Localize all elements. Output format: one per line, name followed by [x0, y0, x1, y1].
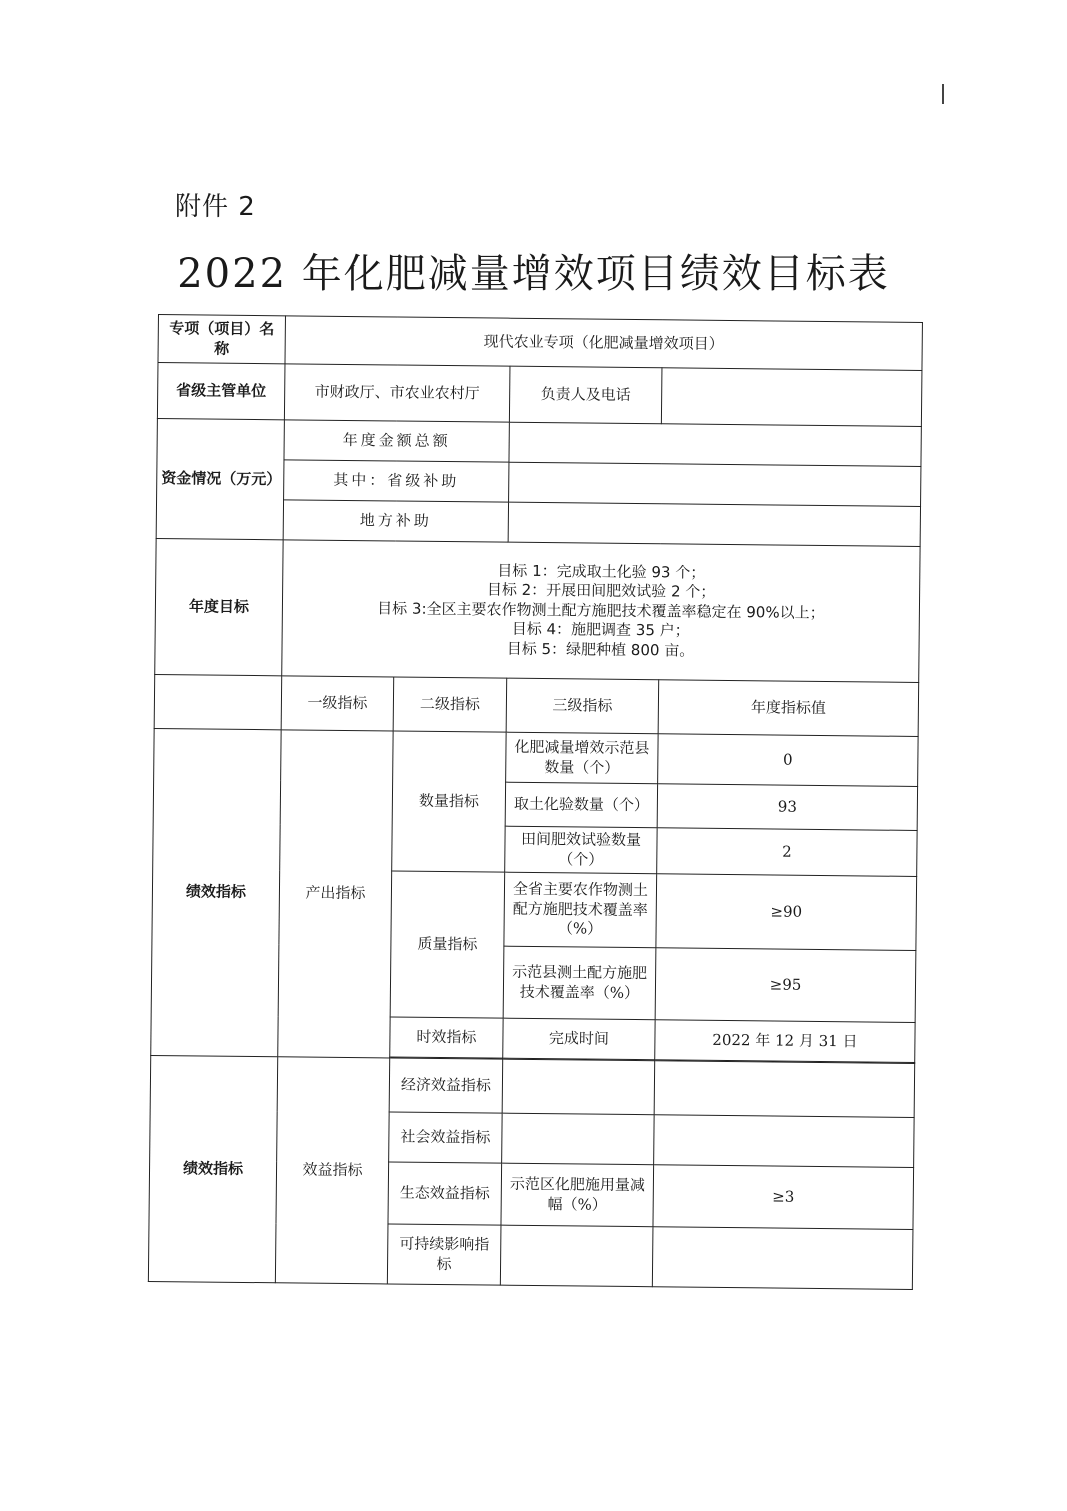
contact-value: [661, 368, 922, 427]
project-row: [158, 315, 922, 371]
department-value: 市财政厅、市农业农村厅: [284, 364, 510, 422]
indicator-value: [654, 1061, 915, 1118]
funds-row-value: [508, 502, 920, 546]
level1-benefit: 效益指标: [275, 1057, 389, 1284]
annual-goals-row: [155, 538, 920, 682]
level2-indicator: 经济效益指标: [389, 1058, 503, 1113]
funds-row-value: [509, 462, 921, 506]
annual-goals-list: [282, 540, 920, 683]
scan-edge-mark: [942, 84, 944, 104]
level1-output: 产出指标: [278, 730, 393, 1058]
indicator-name: [502, 1059, 655, 1115]
performance-label: 绩效指标: [151, 728, 281, 1056]
indicator-value: 2: [657, 828, 917, 877]
indicator-row: [154, 728, 918, 786]
header-blank-cell: [154, 674, 282, 729]
timeliness-indicator-label: 时效指标: [390, 1017, 503, 1058]
contact-label: 负责人及电话: [509, 366, 662, 424]
header-level2: 二级指标: [393, 677, 507, 732]
header-level1: 一级指标: [281, 676, 394, 731]
goal-item: 目标 2：开展田间肥效试验 2 个；: [486, 580, 716, 602]
indicator-value: ≥90: [656, 874, 917, 951]
project-value: 现代农业专项（化肥减量增效项目）: [285, 316, 922, 371]
indicator-name: 示范县测土配方施肥技术覆盖率（%）: [503, 946, 656, 1020]
indicator-name: [500, 1225, 653, 1287]
level2-indicator: 可持续影响指标: [387, 1224, 501, 1285]
indicator-value: [652, 1227, 913, 1290]
goal-item: 目标 1：完成取土化验 93 个；: [497, 561, 706, 582]
goal-item: 目标 4：施肥调查 35 户；: [511, 619, 690, 640]
indicator-value: ≥95: [655, 948, 916, 1023]
annual-goals-label: 年度目标: [155, 538, 283, 675]
indicator-name: 田间肥效试验数量（个）: [505, 826, 657, 874]
attachment-label: 附件 2: [175, 192, 256, 222]
goal-item: 目标 5：绿肥种植 800 亩。: [506, 639, 695, 660]
funds-row-label: 地方补助: [283, 500, 508, 542]
funds-row-label: 年度金额总额: [284, 420, 509, 462]
indicator-value: 0: [658, 734, 919, 787]
quantity-indicator-label: 数量指标: [392, 731, 506, 872]
indicator-value: 93: [657, 784, 917, 831]
department-row: [157, 363, 922, 427]
header-level3: 三级指标: [506, 678, 659, 734]
indicator-name: 完成时间: [503, 1018, 655, 1060]
funds-row: [157, 418, 921, 466]
quality-indicator-label: 质量指标: [390, 871, 505, 1018]
indicator-name: [502, 1113, 655, 1165]
indicator-name: 化肥减量增效示范县数量（个）: [506, 732, 659, 784]
goal-item: 目标 3:全区主要农作物测土配方施肥技术覆盖率稳定在 90%以上；: [377, 599, 825, 622]
performance-target-table: [148, 314, 923, 1290]
level2-indicator: 社会效益指标: [389, 1112, 503, 1163]
funds-row-label: 其中：省级补助: [284, 460, 509, 502]
indicator-value: 2022 年 12 月 31 日: [655, 1020, 915, 1063]
indicator-name: 全省主要农作物测土配方施肥技术覆盖率（%）: [504, 872, 657, 948]
indicator-row: [150, 1055, 915, 1117]
header-annual-value: 年度指标值: [658, 680, 919, 737]
indicator-value: [654, 1115, 915, 1168]
project-label: 专项（项目）名称: [158, 315, 285, 364]
funds-row-value: [509, 422, 921, 466]
page-title: 2022 年化肥减量增效项目绩效目标表: [177, 251, 890, 297]
indicator-name: 取土化验数量（个）: [505, 782, 657, 828]
funds-label: 资金情况（万元）: [156, 418, 284, 539]
indicator-value: ≥3: [653, 1165, 914, 1230]
indicator-name: 示范区化肥施用量减幅（%）: [501, 1163, 654, 1227]
level2-indicator: 生态效益指标: [388, 1162, 502, 1225]
department-label: 省级主管单位: [157, 363, 285, 420]
indicator-header-row: [154, 674, 919, 736]
performance-label: 绩效指标: [148, 1055, 277, 1282]
